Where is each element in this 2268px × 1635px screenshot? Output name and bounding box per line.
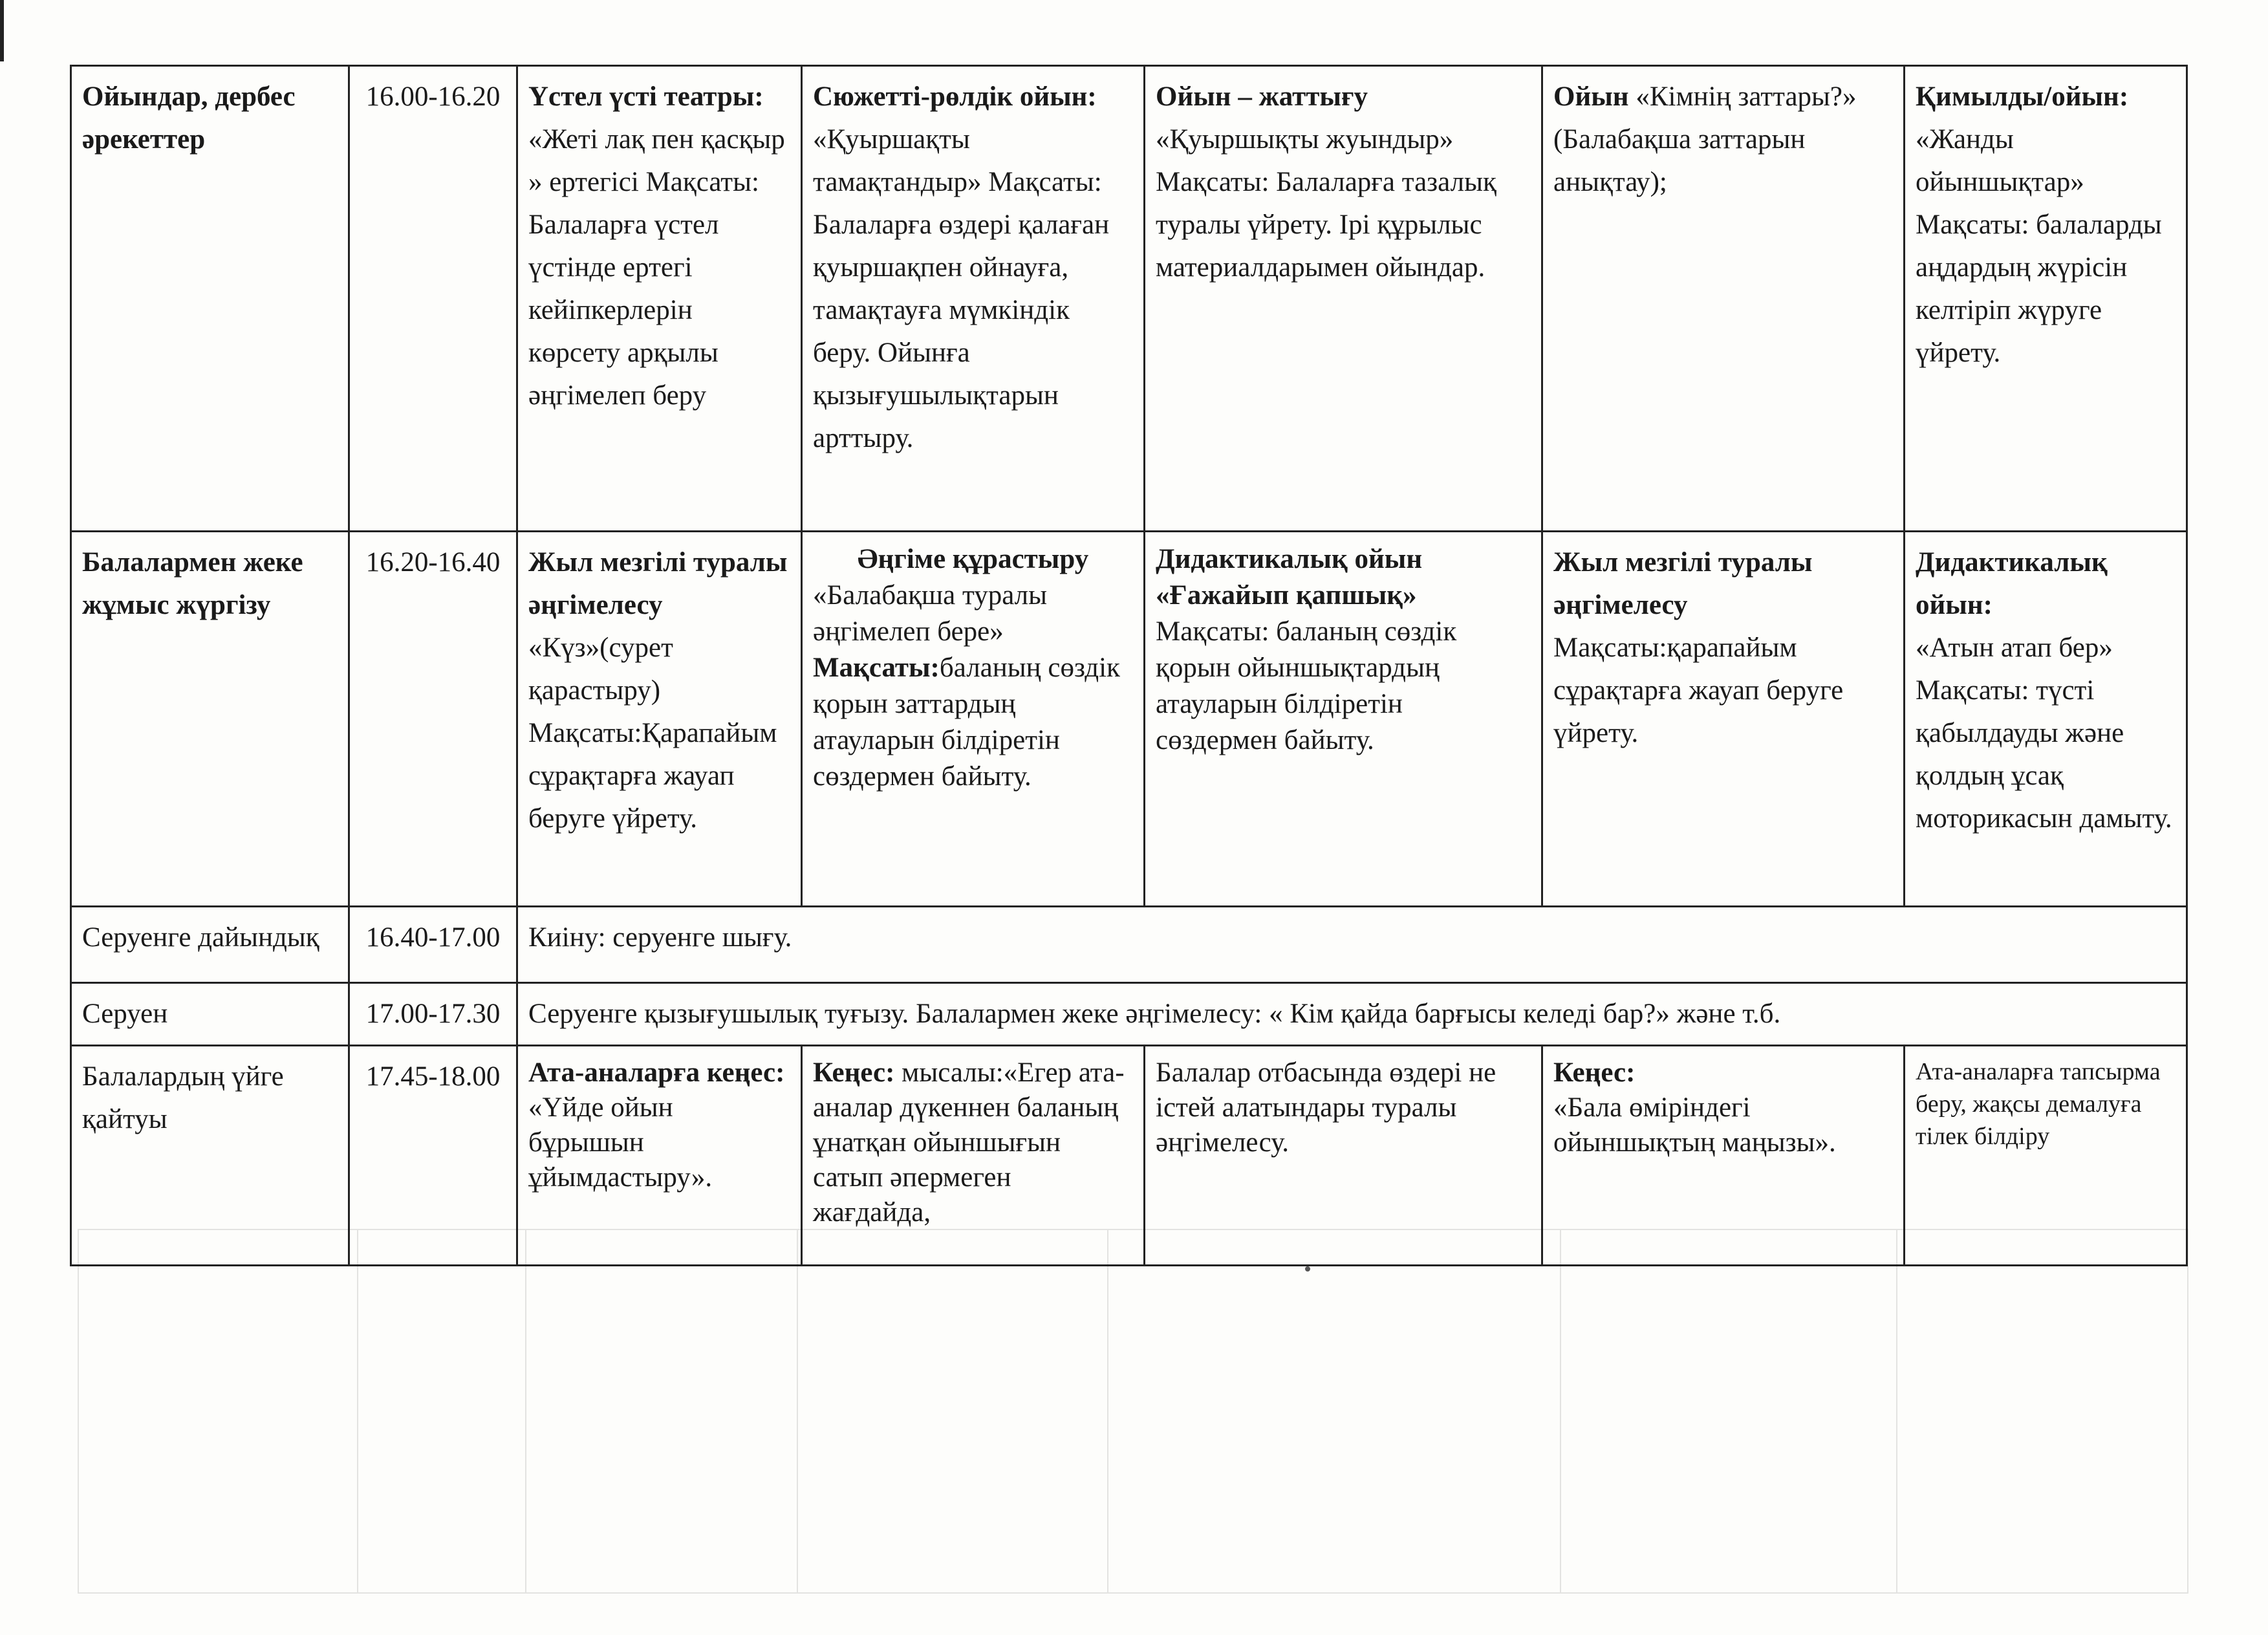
cell-body: Мақсаты:қарапайым сұрақтарға жауап беруге үйрету. — [1553, 633, 1844, 748]
time-cell: 16.40-17.00 — [349, 907, 517, 983]
reverse-side-bleed — [78, 1229, 2188, 1594]
plan-cell — [517, 66, 802, 532]
cell-title: Жыл мезгілі туралы әңгімелесу — [528, 547, 788, 620]
cell-title: Үстел үсті театры: — [528, 81, 764, 112]
cell-title: Қимылды/ойын: — [1916, 81, 2129, 112]
plan-cell — [1145, 66, 1542, 532]
plan-cell — [802, 1046, 1145, 1266]
cell-body: Балалар отбасында өздері не істей алатындары туралы әңгімелесу. — [1156, 1057, 1496, 1158]
plan-cell — [1542, 532, 1905, 907]
plan-cell — [1145, 532, 1542, 907]
activity-cell: Балалардың үйге қайтуы — [71, 1046, 349, 1266]
cell-title: Жыл мезгілі туралы әңгімелесу — [1553, 547, 1813, 620]
activity-cell: Ойындар, дербес әрекеттер — [71, 66, 349, 532]
cell-title: Әңгіме құрастыру — [857, 544, 1089, 574]
row-text-cell: Серуенге қызығушылық туғызу. Балалармен жеке әңгімелесу: « Кім қайда барғысы келеді бар?» және т.б. — [517, 983, 2187, 1046]
cell-title: Дидактикалық ойын: — [1916, 547, 2108, 620]
cell-title: Дидактикалық ойын «Ғажайып қапшық» — [1156, 544, 1423, 611]
cell-body: «Атын атап бер» Мақсаты: түсті қабылдауды және қолдың ұсақ моторикасын дамыту. — [1916, 633, 2172, 834]
cell-body: «Қуыршықты жуындыр» Мақсаты: Балаларға тазалық туралы үйрету. Ірі құрылыс материалдарымен ойындар. — [1156, 124, 1496, 283]
plan-cell — [1542, 66, 1905, 532]
goal-label: Мақсаты: — [813, 653, 940, 683]
daily-schedule-table — [70, 65, 2188, 1266]
cell-body: «Бала өміріндегі ойыншықтың маңызы». — [1553, 1092, 1836, 1158]
row-text-cell: Киіну: серуенге шығу. — [517, 907, 2187, 983]
time-cell: 17.00-17.30 — [349, 983, 517, 1046]
activity-cell: Серуен — [71, 983, 349, 1046]
cell-body: «Жеті лақ пен қасқыр » ертегісі Мақсаты: Балаларға үстел үстінде ертегі кейіпкерлерін көрсету арқылы әңгімелеп беру — [528, 124, 785, 411]
cell-body: «Кімнің заттары?» (Балабақша заттарын анықтау); — [1553, 81, 1857, 197]
plan-cell — [1542, 1046, 1905, 1266]
activity-cell: Балалармен жеке жұмыс жүргізу — [71, 532, 349, 907]
cell-body: мысалы:«Егер ата-аналар дүкеннен баланың ұнатқан ойыншығын сатып әпермеген жағдайда, — [813, 1057, 1125, 1228]
scan-edge-mark — [0, 0, 4, 61]
cell-body: «Күз»(сурет қарастыру) Мақсаты:Қарапайым сұрақтарға жауап беруге үйрету. — [528, 633, 777, 834]
cell-title: Кеңес: — [813, 1057, 895, 1088]
cell-body: «Жанды ойыншықтар» Мақсаты: балаларды аңдардың жүрісін келтіріп жүруге үйрету. — [1916, 124, 2162, 368]
time-cell: 16.20-16.40 — [349, 532, 517, 907]
cell-body: Ата-аналарға тапсырма беру, жақсы демалуға тілек білдіру — [1916, 1058, 2161, 1150]
plan-cell — [802, 66, 1145, 532]
schedule-row-walk-prep — [71, 907, 2187, 983]
activity-cell: Серуенге дайындық — [71, 907, 349, 983]
time-cell: 16.00-16.20 — [349, 66, 517, 532]
plan-cell — [517, 532, 802, 907]
schedule-row-individual-work — [71, 532, 2187, 907]
scan-speck — [1305, 1266, 1310, 1272]
cell-title: Ойын – жаттығу — [1156, 81, 1368, 112]
plan-cell — [1905, 1046, 2187, 1266]
schedule-row-going-home — [71, 1046, 2187, 1266]
cell-title: Ойын — [1553, 81, 1629, 112]
cell-body: Мақсаты: баланың сөздік қорын ойыншықтардың атауларын білдіретін сөздермен байыту. — [1156, 616, 1457, 755]
cell-body: «Үйде ойын бұрышын ұйымдастыру». — [528, 1092, 713, 1193]
schedule-row-games — [71, 66, 2187, 532]
plan-cell — [1145, 1046, 1542, 1266]
cell-title: Кеңес: — [1553, 1057, 1636, 1088]
cell-body-goal: баланың сөздік қорын заттардың атауларын білдіретін сөздермен байыту. — [813, 653, 1120, 792]
cell-body: «Қуыршақты тамақтандыр» Мақсаты: Балаларға өздері қалаған қуыршақпен ойнауға, тамақтауға мүмкіндік беру. Ойынға қызығушылықтарын арттыру. — [813, 124, 1110, 453]
plan-cell — [517, 1046, 802, 1266]
cell-title: Ата-аналарға кеңес: — [528, 1057, 785, 1088]
schedule-row-walk — [71, 983, 2187, 1046]
plan-cell — [1905, 532, 2187, 907]
cell-title: Сюжетті-рөлдік ойын: — [813, 81, 1097, 112]
cell-body: «Балабақша туралы әңгімелеп бере» — [813, 580, 1048, 647]
plan-cell — [1905, 66, 2187, 532]
plan-cell — [802, 532, 1145, 907]
time-cell: 17.45-18.00 — [349, 1046, 517, 1266]
